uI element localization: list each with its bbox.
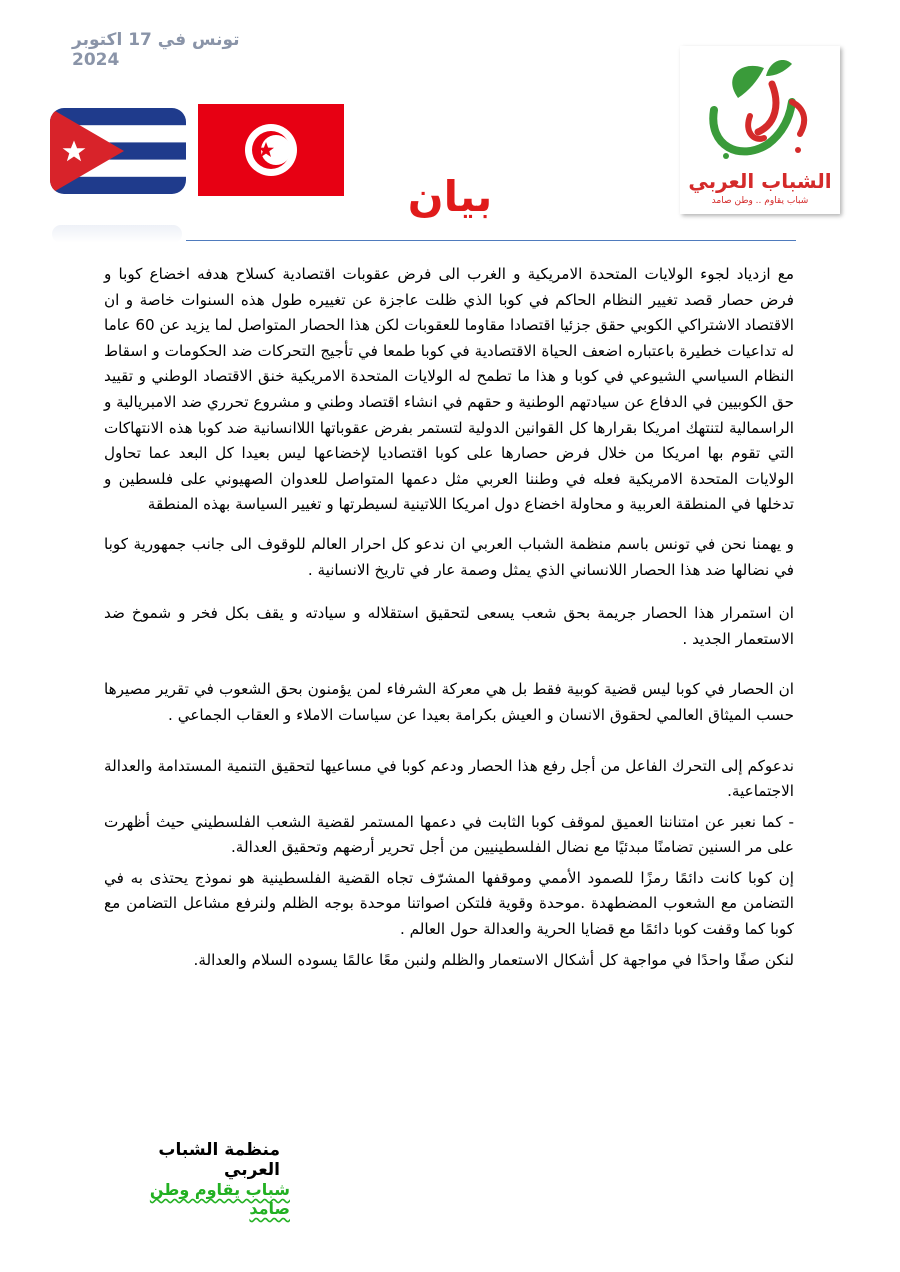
statement-body [104, 262, 794, 973]
flag-reflection [52, 225, 182, 243]
paragraph-8: لنكن صفًا واحدًا في مواجهة كل أشكال الاستعمار والظلم ولنبن معًا عالمًا يسوده السلام والعدالة. [193, 950, 794, 969]
organization-signature: منظمة الشباب العربي [158, 1140, 280, 1180]
paragraph-6: - كما نعبر عن امتناننا العميق لموقف كوبا الثابت في دعمها المستمر لقضية الشعب الفلسطيني حيث أظهرت على مر السنين تضامنًا مبدئيًا مع نضال الفلسطينيين من أجل تحرير أرضهم وتحقيق العدالة. [104, 812, 794, 857]
paragraph-2: و يهمنا نحن في تونس باسم منظمة الشباب العربي ان ندعو كل احرار العالم للوقوف الى جانب جمهورية كوبا في نضالها ضد هذا الحصار اللانساني الذي يمثل وصمة عار في تاريخ الانسانية . [104, 534, 794, 579]
paragraph-5: ندعوكم إلى التحرك الفاعل من أجل رفع هذا الحصار ودعم كوبا في مساعيها لتحقيق التنمية المستدامة والعدالة الاجتماعية. [104, 756, 794, 801]
paragraph-3: ان استمرار هذا الحصار جريمة بحق شعب يسعى لتحقيق استقلاله و سيادته و يقف بكل فخر و شموخ ضد الاستعمار الجديد . [104, 604, 794, 648]
organization-slogan: شباب يقاوم وطن صامد [149, 1180, 290, 1218]
page-title: بيان [407, 172, 493, 221]
logo-slogan: شباب يقاوم .. وطن صامد [711, 196, 809, 206]
paragraph-7: إن كوبا كانت دائمًا رمزًا للصمود الأممي وموقفها المشرّف تجاه القضية الفلسطينية هو نموذج يحتذى به في التضامن مع الشعوب المضطهدة .موحدة وقوية فلتكن اصواتنا موحدة بوجه الظلم ولنرفع مشاعل التضامن مع كوبا كما وقفت كوبا دائمًا مع قضايا الحرية والعدالة حول العالم . [104, 868, 794, 939]
paragraph-1: مع ازدياد لجوء الولايات المتحدة الامريكية و الغرب الى فرض عقوبات اقتصادية كسلاح هدفه اخضاع كوبا و فرض حصار قصد تغيير النظام الحاكم في كوبا الذي ظلت عاجزة عن تغييره طول هذه السنوات خاصة و ان الاقتصاد الاشتراكي الكوبي حقق جزئيا اقتصادا مقاوما للعقوبات لكن هذا الحصار المتواصل لما يزيد عن 60 عاما له تداعيات خطيرة باعتباره اضعف الحياة الاقتصادية في كوبا طمعا في تأجيج التحركات ضد الحكومات و اسقاط النظام السياسي الشيوعي في كوبا و هذا ما تطمح له الولايات المتحدة الامريكية خنق الاقتصاد الوطني و تقييد حق الكوبيين في الدفاع عن سيادتهم الوطنية و حقهم في انشاء اقتصاد وطني و مشروع تحرري ضد الامبريالية و الراسمالية لتنتهك امريكا بقرارها كل القوانين الدولية لتستمر بفرض عقوباتها اللاانسانية ضد كوبا هذه الانتهاكات التي تقوم بها امريكا من خلال فرض حصارها على كوبا اقتصاديا لإخضاعها ليس بعيدا كل البعد عما تحاول الولايات المتحدة الامريكية فعله في وطننا العربي مثل دعمها المتواصل للعدوان الصهيوني على فلسطين و تدخلها في المنطقة العربية و محاولة اخضاع دول امريكا اللاتينية لسيطرتها و تغيير السياسة بهذه المنطقة [104, 265, 794, 514]
date-line: تونس في 17 اكتوبر 2024 [72, 30, 240, 70]
title-divider [186, 240, 796, 241]
paragraph-4: ان الحصار في كوبا ليس قضية كوبية فقط بل هي معركة الشرفاء لمن يؤمنون بحق الشعوب في تقرير مصيرها حسب الميثاق العالمي لحقوق الانسان و العيش بكرامة بعيدا عن سياسات الاملاء و العقاب الجماعي . [104, 680, 794, 724]
logo-name: الشباب العربي [688, 169, 832, 193]
